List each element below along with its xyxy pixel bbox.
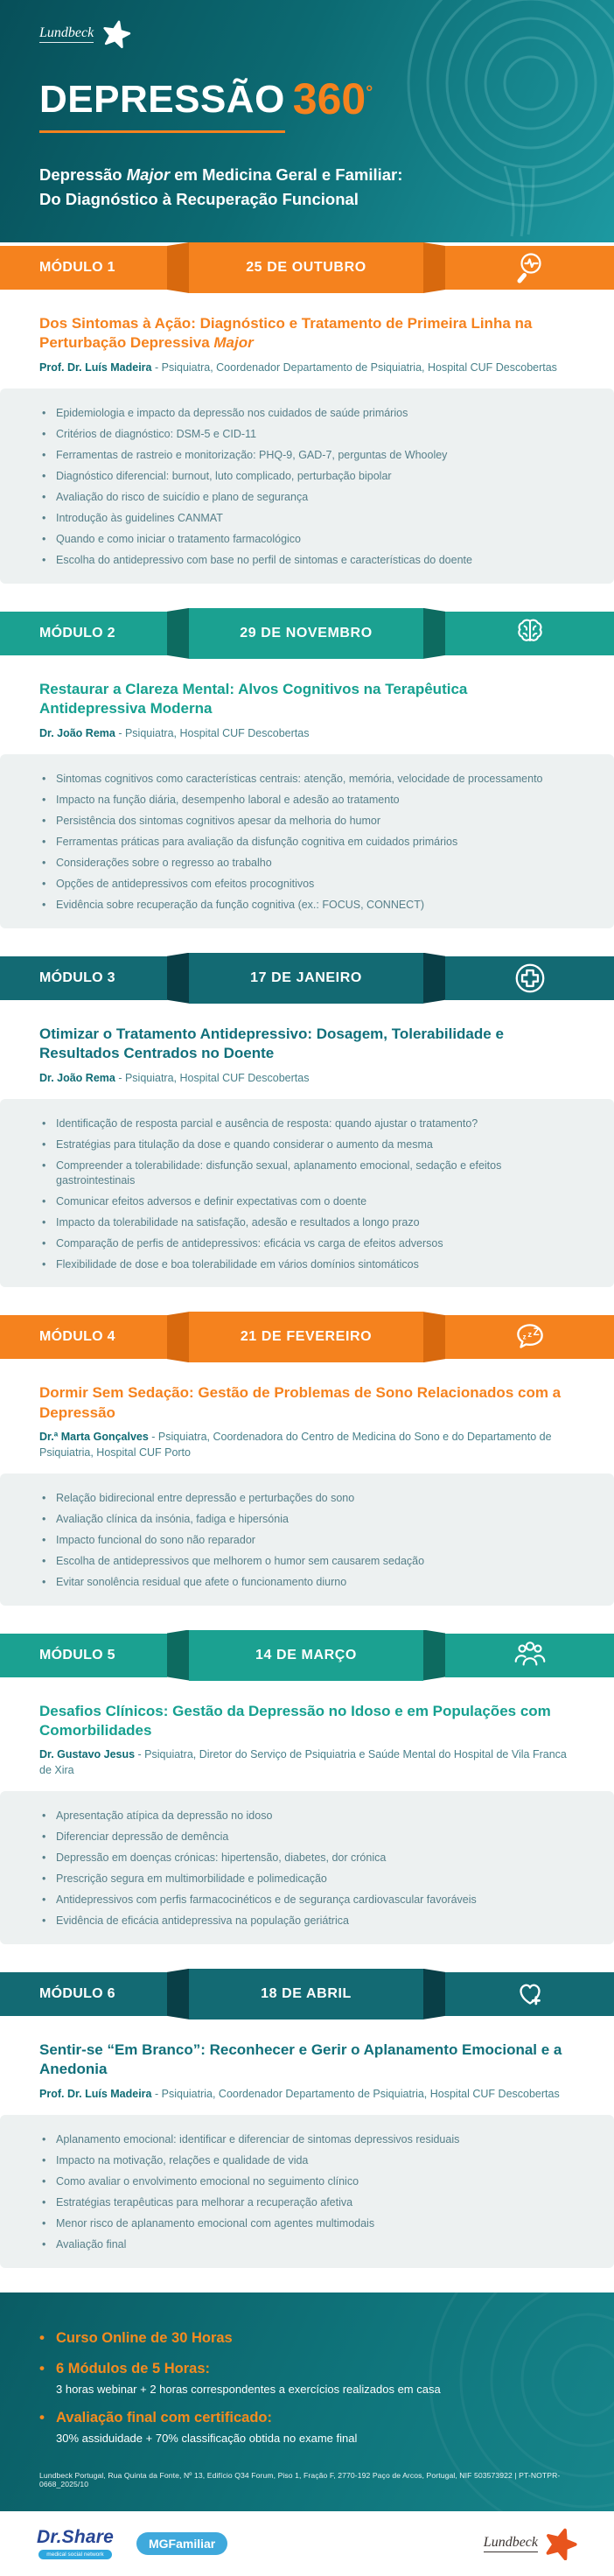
speaker-name: Dr. Gustavo Jesus [39, 1748, 136, 1761]
banner-label-segment [0, 612, 167, 655]
banner-date-segment [189, 1312, 423, 1362]
ribbon-fold [423, 608, 445, 659]
banner-label-segment [0, 1315, 167, 1359]
module-section [0, 1312, 614, 1605]
brain-icon [512, 615, 548, 652]
bullet-item: • Como avaliar o envolvimento emocional no seguimento clínico [41, 2174, 579, 2189]
lundbeck-wordmark: Lundbeck [39, 25, 94, 43]
banner-label-segment [0, 1972, 167, 2016]
svg-text:z: z [527, 1330, 532, 1340]
bullet-item: • Ferramentas de rastreio e monitorização: PHQ-9, GAD-7, perguntas de Whooley [41, 448, 579, 463]
lundbeck-wordmark: Lundbeck [484, 2535, 538, 2552]
module-banner [0, 242, 614, 293]
module-label: MÓDULO 5 [39, 1647, 115, 1662]
speaker-role: - Psiquiatra, Hospital CUF Descobertas [115, 1071, 310, 1084]
module-content [0, 293, 614, 388]
module-speaker [39, 1747, 575, 1778]
title-underline [39, 130, 285, 133]
banner-icon-segment [445, 1972, 614, 2016]
module-topics-panel [0, 1791, 614, 1944]
module-banner [0, 1969, 614, 2020]
module-date: 25 DE OUTUBRO [246, 260, 366, 275]
module-content [0, 2020, 614, 2115]
sleep-bubble-icon [512, 1319, 548, 1355]
bullet-item: • Compreender a tolerabilidade: disfunção sexual, aplanamento emocional, sedação e efeitos gastrointestinais [41, 1158, 579, 1187]
lundbeck-starfish-icon [544, 2527, 577, 2560]
people-group-icon [512, 1637, 548, 1674]
topics-list [41, 1491, 579, 1590]
topics-list [41, 1116, 579, 1271]
bullet-item: • Identificação de resposta parcial e ausência de resposta: quando ajustar o tratamento? [41, 1116, 579, 1131]
banner-icon-segment [445, 1634, 614, 1677]
module-speaker [39, 726, 575, 742]
bullet-item: • Persistência dos sintomas cognitivos apesar da melhoria do humor [41, 814, 579, 829]
bullet-item: • Considerações sobre o regresso ao trabalho [41, 856, 579, 871]
bullet-item: • Epidemiologia e impacto da depressão nos cuidados de saúde primários [41, 406, 579, 421]
banner-date-segment [189, 953, 423, 1004]
footer-item [39, 2329, 575, 2348]
module-speaker [39, 1430, 575, 1460]
bullet-item: • Introdução às guidelines CANMAT [41, 511, 579, 526]
bullet-item: • Depressão em doenças crónicas: hipertensão, diabetes, dor crónica [41, 1851, 579, 1866]
footer-item-title: • Avaliação final com certificado: [56, 2410, 272, 2426]
course-subtitle: Depressão Major em Medicina Geral e Familiar: Do Diagnóstico à Recuperação Funcional [39, 165, 403, 208]
bullet-item: • Estratégias terapêuticas para melhorar a recuperação afetiva [41, 2195, 579, 2210]
module-topics-panel [0, 754, 614, 928]
ribbon-fold [423, 1630, 445, 1681]
module-date: 14 DE MARÇO [255, 1647, 357, 1662]
module-section [0, 953, 614, 1287]
bullet-item: • Impacto da tolerabilidade na satisfação, adesão e resultados a longo prazo [41, 1215, 579, 1230]
module-section [0, 242, 614, 584]
banner-icon-segment [445, 246, 614, 290]
degree-symbol: ° [366, 83, 373, 102]
module-title: Desafios Clínicos: Gestão da Depressão no Idoso e em Populações com Comorbilidades [39, 1702, 551, 1739]
footer-item [39, 2409, 575, 2445]
ribbon-fold [423, 953, 445, 1004]
bullet-item: • Antidepressivos com perfis farmacocinéticos e de segurança cardiovascular favoráveis [41, 1893, 579, 1908]
footer-item-title: • Curso Online de 30 Horas [56, 2329, 233, 2346]
topics-list [41, 406, 579, 568]
partner-logo-bar [0, 2511, 614, 2576]
speaker-name: Dr. João Rema [39, 1071, 115, 1084]
speaker-name: Dr. João Rema [39, 726, 115, 739]
module-title: Otimizar o Tratamento Antidepressivo: Dosagem, Tolerabilidade e Resultados Centrados no Doente [39, 1025, 504, 1062]
module-content [0, 1362, 614, 1474]
module-speaker [39, 2087, 575, 2103]
module-banner [0, 953, 614, 1004]
module-label: MÓDULO 6 [39, 1985, 115, 2001]
banner-label-segment [0, 1634, 167, 1677]
module-date: 17 DE JANEIRO [250, 970, 362, 985]
module-section [0, 608, 614, 928]
ribbon-fold [167, 1969, 189, 2020]
banner-label-segment [0, 956, 167, 1000]
ribbon-fold [423, 242, 445, 293]
bullet-item: • Apresentação atípica da depressão no idoso [41, 1809, 579, 1824]
ribbon-fold [167, 1630, 189, 1681]
bullet-item: • Impacto na função diária, desempenho laboral e adesão ao tratamento [41, 793, 579, 808]
banner-date-segment [189, 608, 423, 659]
lundbeck-logo-header [39, 19, 131, 49]
module-banner [0, 1312, 614, 1362]
module-topics-panel [0, 2115, 614, 2268]
speaker-role: - Psiquiatra, Coordenador Departamento de Psiquiatria, Hospital CUF Descobertas [151, 360, 557, 374]
speaker-name: Dr.ª Marta Gonçalves [39, 1431, 149, 1443]
bullet-item: • Menor risco de aplanamento emocional com agentes multimodais [41, 2216, 579, 2231]
speaker-role: - Psiquiatra, Hospital CUF Descobertas [115, 726, 310, 739]
bullet-item: • Flexibilidade de dose e boa tolerabilidade em vários domínios sintomáticos [41, 1257, 579, 1272]
course-title-360: 360° [292, 74, 373, 123]
bullet-item: • Impacto na motivação, relações e qualidade de vida [41, 2153, 579, 2168]
footer-item-title: • 6 Módulos de 5 Horas: [56, 2361, 211, 2377]
speaker-role: - Psiquiatria, Coordenador Departamento de Psiquiatria, Hospital CUF Descobertas [151, 2087, 560, 2100]
bullet-item: • Comparação de perfis de antidepressivos: eficácia vs carga de efeitos adversos [41, 1236, 579, 1251]
svg-text:z: z [522, 1333, 527, 1341]
banner-date-segment [189, 1630, 423, 1681]
bullet-item: • Avaliação do risco de suicídio e plano de segurança [41, 490, 579, 505]
ribbon-fold [167, 242, 189, 293]
footer-item-detail: 30% assiduidade + 70% classificação obtida no exame final [56, 2431, 358, 2445]
banner-icon-segment [445, 956, 614, 1000]
bullet-item: • Prescrição segura em multimorbilidade e polimedicação [41, 1872, 579, 1886]
bullet-item: • Estratégias para titulação da dose e quando considerar o aumento da mesma [41, 1138, 579, 1152]
bullet-item: • Escolha de antidepressivos que melhorem o humor sem causarem sedação [41, 1554, 579, 1569]
module-topics-panel [0, 388, 614, 584]
drshare-wordmark: Dr.Share [37, 2527, 114, 2548]
speaker-name: Prof. Dr. Luís Madeira [39, 2087, 152, 2100]
bullet-item: • Opções de antidepressivos com efeitos procognitivos [41, 877, 579, 892]
svg-text:Z: Z [533, 1327, 540, 1339]
lundbeck-logo-footer [484, 2527, 577, 2560]
footer-item-detail: 3 horas webinar + 2 horas correspondentes a exercícios realizados em casa [56, 2383, 441, 2396]
heart-plus-icon [512, 1976, 548, 2012]
module-title: Restaurar a Clareza Mental: Alvos Cognitivos na Terapêutica Antidepressiva Moderna [39, 680, 468, 718]
bullet-item: • Quando e como iniciar o tratamento farmacológico [41, 532, 579, 547]
module-banner [0, 1630, 614, 1681]
module-content [0, 659, 614, 754]
banner-label-segment [0, 246, 167, 290]
footer-summary [0, 2292, 614, 2511]
module-speaker [39, 1071, 575, 1087]
magnifier-pulse-icon [512, 249, 548, 286]
bullet-item: • Diferenciar depressão de demência [41, 1830, 579, 1844]
module-topics-panel [0, 1099, 614, 1287]
bullet-item: • Critérios de diagnóstico: DSM-5 e CID-11 [41, 427, 579, 442]
speaker-role: - Psiquiatra, Diretor do Serviço de Psiquiatria e Saúde Mental do Hospital de Vila Franca de Xira [39, 1748, 567, 1776]
banner-date-segment [189, 242, 423, 293]
topics-list [41, 2132, 579, 2252]
banner-icon-segment [445, 1315, 614, 1359]
module-label: MÓDULO 1 [39, 260, 115, 275]
bullet-item: • Sintomas cognitivos como características centrais: atenção, memória, velocidade de processamento [41, 772, 579, 787]
module-topics-panel [0, 1474, 614, 1606]
medical-cross-icon [512, 960, 548, 997]
ribbon-fold [167, 608, 189, 659]
mgfamiliar-logo: MGFamiliar [136, 2532, 227, 2555]
ribbon-fold [167, 953, 189, 1004]
module-label: MÓDULO 2 [39, 625, 115, 640]
module-label: MÓDULO 4 [39, 1329, 115, 1345]
module-banner [0, 608, 614, 659]
topics-list [41, 772, 579, 913]
banner-icon-segment [445, 612, 614, 655]
bullet-item: • Avaliação final [41, 2237, 579, 2252]
bullet-item: • Comunicar efeitos adversos e definir expectativas com o doente [41, 1194, 579, 1209]
footer-item [39, 2360, 575, 2396]
bullet-item: • Diagnóstico diferencial: burnout, luto complicado, perturbação bipolar [41, 469, 579, 484]
module-content [0, 1004, 614, 1099]
speaker-name: Prof. Dr. Luís Madeira [39, 360, 152, 374]
bullet-item: • Ferramentas práticas para avaliação da disfunção cognitiva em cuidados primários [41, 835, 579, 850]
bullet-item: • Evidência sobre recuperação da função cognitiva (ex.: FOCUS, CONNECT) [41, 898, 579, 913]
bullet-item: • Evidência de eficácia antidepressiva na população geriátrica [41, 1914, 579, 1928]
module-date: 21 DE FEVEREIRO [240, 1329, 373, 1345]
ribbon-fold [423, 1969, 445, 2020]
module-title: Sentir-se “Em Branco”: Reconhecer e Gerir o Aplanamento Emocional e a Anedonia [39, 2040, 562, 2078]
course-logo [39, 74, 373, 133]
module-speaker [39, 360, 575, 376]
drshare-logo [37, 2527, 114, 2559]
ribbon-fold [167, 1312, 189, 1362]
bullet-item: • Relação bidirecional entre depressão e perturbações do sono [41, 1491, 579, 1506]
module-date: 18 DE ABRIL [261, 1985, 352, 2001]
legal-text: Lundbeck Portugal, Rua Quinta da Fonte, Nº 13, Edifício Q34 Forum, Piso 1, Fração F, 2770-192 Paço de Arcos, Portugal, NIF 503573922 | PT-NOTPR-0668_2025/10 [39, 2470, 561, 2488]
header-banner [0, 0, 614, 242]
bullet-item: • Evitar sonolência residual que afete o funcionamento diurno [41, 1575, 579, 1590]
bullet-item: • Impacto funcional do sono não reparador [41, 1533, 579, 1548]
modules-list [0, 242, 614, 2268]
module-section [0, 1630, 614, 1944]
bullet-item: • Aplanamento emocional: identificar e diferenciar de sintomas depressivos residuais [41, 2132, 579, 2147]
speaker-role: - Psiquiatra, Coordenadora do Centro de Medicina do Sono e do Departamento de Psiquiatria, Hospital CUF Porto [39, 1431, 552, 1459]
bullet-item: • Escolha do antidepressivo com base no perfil de sintomas e características do doente [41, 553, 579, 568]
topics-list [41, 1809, 579, 1928]
ribbon-fold [423, 1312, 445, 1362]
course-title-text: DEPRESSÃO [39, 78, 285, 121]
module-date: 29 DE NOVEMBRO [240, 625, 373, 640]
drshare-tagline: medical social network [38, 2550, 111, 2559]
module-title: Dormir Sem Sedação: Gestão de Problemas de Sono Relacionados com a Depressão [39, 1384, 562, 1421]
module-label: MÓDULO 3 [39, 970, 115, 985]
bullet-item: • Avaliação clínica da insónia, fadiga e hipersónia [41, 1512, 579, 1527]
banner-date-segment [189, 1969, 423, 2020]
lundbeck-star-icon [101, 19, 131, 49]
module-section [0, 1969, 614, 2268]
module-title: Dos Sintomas à Ação: Diagnóstico e Tratamento de Primeira Linha na Perturbação Depressiva Major [39, 315, 533, 352]
module-content [0, 1681, 614, 1792]
